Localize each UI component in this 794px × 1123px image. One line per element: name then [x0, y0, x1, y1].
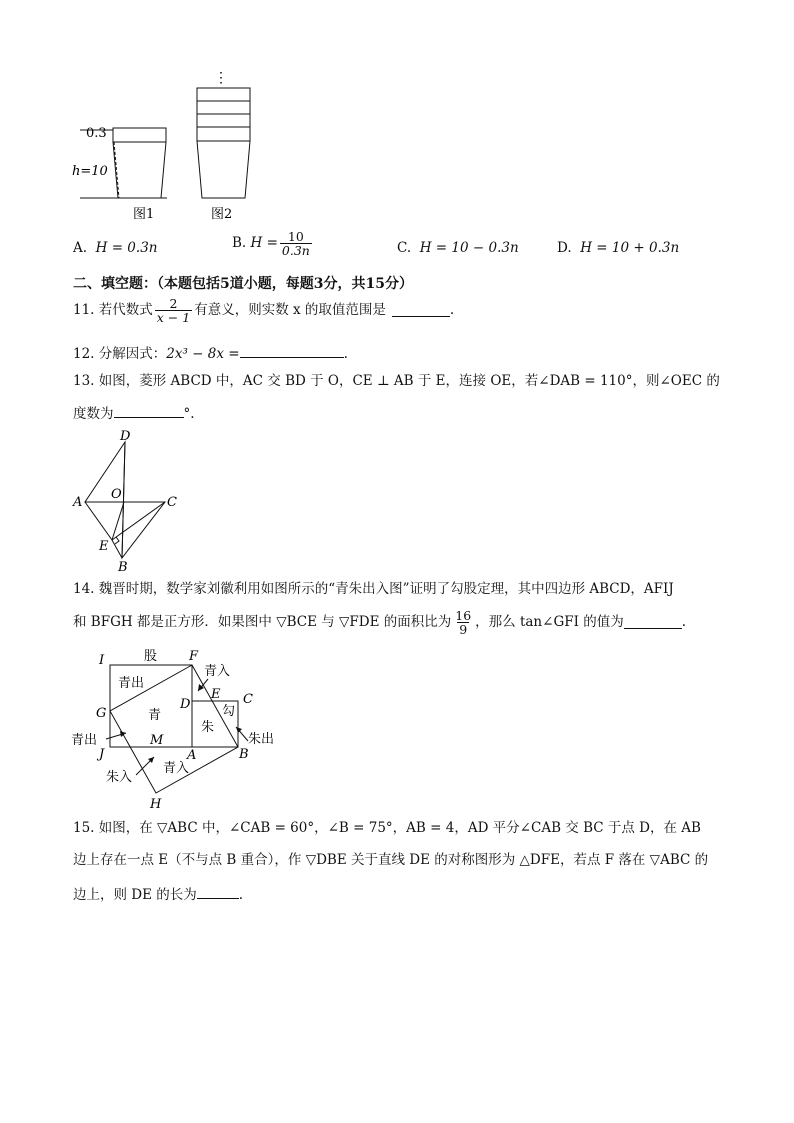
region-gu: 股	[144, 649, 158, 664]
label-c: C	[167, 495, 177, 510]
qingzhu-figure	[66, 645, 286, 815]
label-d: D	[120, 429, 131, 444]
arrow-qingchu-left-head	[120, 731, 126, 737]
label-o: O	[111, 487, 122, 502]
q12-expr: 2x³ − 8x =	[166, 346, 240, 362]
q11-num: 2	[169, 296, 178, 311]
point-h: H	[150, 797, 162, 812]
question-15-line2: 边上存在一点 E（不与点 B 重合），作 ▽DBE 关于直线 DE 的对称图形为 △DFE，若点 F 落在 ▽ABC 的	[73, 852, 709, 868]
fig1-caption: 图1	[133, 207, 155, 222]
fig2-rim-3	[197, 114, 250, 127]
q11-fraction	[155, 297, 192, 324]
option-d-expr: H = 10 + 0.3n	[580, 240, 680, 256]
q14-end: .	[681, 613, 687, 630]
q14-ratio-num: 16	[455, 608, 472, 623]
region-qing: 青	[148, 708, 162, 723]
question-15-line1: 15. 如图，在 ▽ABC 中，∠CAB = 60°，∠B = 75°，AB = 4，AD 平分∠CAB 交 BC 于点 D，在 AB	[73, 820, 701, 836]
fig2-rim-4	[197, 127, 250, 141]
question-14-line1: 14. 魏晋时期，数学家刘徽利用如图所示的“青朱出入图”证明了勾股定理，其中四边形 ABCD，AFIJ	[73, 581, 674, 597]
q11-answer-blank[interactable]	[392, 304, 450, 317]
q11-prefix: 11. 若代数式	[73, 301, 153, 318]
fig1-height-label: h=10	[72, 164, 108, 179]
q13-line2-suffix: °.	[183, 406, 195, 422]
option-b-fraction	[280, 230, 312, 257]
point-d: D	[180, 697, 191, 712]
segment-ce	[112, 502, 165, 540]
region-gou: 勾	[222, 704, 236, 719]
point-m: M	[150, 733, 164, 748]
fig2-rim-1	[197, 88, 250, 101]
fig2-caption: 图2	[211, 207, 233, 222]
cups-figure	[70, 60, 270, 225]
question-15-line3	[73, 886, 243, 903]
question-12	[73, 345, 348, 362]
q12-prefix: 12. 分解因式：	[73, 346, 167, 362]
point-g: G	[96, 706, 107, 721]
diagonal-bd	[122, 442, 125, 558]
fig2-cup-body	[197, 141, 250, 198]
point-c: C	[243, 692, 253, 707]
q15-answer-blank[interactable]	[197, 886, 239, 899]
question-13-line2	[73, 405, 195, 422]
point-b: B	[239, 747, 249, 762]
label-b: B	[118, 560, 128, 573]
q12-answer-blank[interactable]	[240, 345, 344, 358]
right-angle-mark	[115, 537, 119, 544]
region-zhu: 朱	[201, 720, 215, 735]
option-b-letter: B.	[232, 234, 247, 251]
q14-ratio-fraction	[453, 609, 473, 636]
question-14-line2	[73, 609, 686, 636]
region-qingru-bottom: 青入	[163, 761, 190, 776]
fig1-cup-body	[113, 142, 166, 198]
option-b-num: 10	[287, 229, 304, 244]
region-zhuru: 朱入	[106, 770, 133, 785]
point-i: I	[99, 653, 105, 668]
option-a	[73, 242, 157, 256]
fig1-rim-label: 0.3	[86, 126, 107, 141]
option-b-lhs: H =	[250, 234, 278, 251]
point-j: J	[99, 747, 105, 762]
q15-end: .	[238, 887, 244, 903]
option-d-letter: D.	[557, 240, 572, 256]
q12-end: .	[343, 346, 348, 362]
fig1-cup-rim	[113, 128, 166, 142]
option-a-expr: H = 0.3n	[95, 240, 158, 256]
q14-line2-suffix: ，那么 tan∠GFI 的值为	[475, 613, 624, 630]
fig1-height-dash	[114, 142, 119, 198]
rhombus-figure	[70, 428, 185, 573]
cups-dots: ⋮	[214, 70, 228, 86]
region-qingchu-top: 青出	[118, 676, 145, 691]
section-heading: 二、填空题：（本题包括5道小题，每题3分，共15分）	[73, 276, 413, 292]
q11-suffix: 有意义，则实数 x 的取值范围是	[194, 301, 386, 318]
option-c-expr: H = 10 − 0.3n	[419, 240, 519, 256]
q14-ratio-den: 9	[459, 622, 468, 637]
option-d	[557, 242, 679, 256]
label-a: A	[73, 495, 83, 510]
option-c	[397, 242, 519, 256]
option-b	[232, 230, 314, 257]
fig2-rim-2	[197, 101, 250, 114]
q14-answer-blank[interactable]	[624, 616, 682, 629]
point-e: E	[211, 687, 221, 702]
label-e: E	[99, 539, 109, 554]
q13-line2-prefix: 度数为	[73, 406, 114, 422]
region-qingchu-left: 青出	[71, 733, 98, 748]
option-c-letter: C.	[397, 240, 412, 256]
q11-den: x − 1	[156, 310, 191, 325]
arrow-zhuchu-head	[236, 727, 242, 733]
option-a-letter: A.	[73, 240, 88, 256]
point-a: A	[187, 748, 197, 763]
question-13-line1: 13. 如图，菱形 ABCD 中，AC 交 BD 于 O，CE ⊥ AB 于 E，连接 OE，若∠DAB = 110°，则∠OEC 的	[73, 373, 720, 389]
q15-line3-prefix: 边上，则 DE 的长为	[73, 887, 197, 903]
q11-end: .	[449, 301, 455, 318]
q14-line2-prefix: 和 BFGH 都是正方形．如果图中 ▽BCE 与 ▽FDE 的面积比为	[73, 613, 452, 630]
point-f: F	[189, 649, 199, 664]
region-zhuchu: 朱出	[248, 732, 275, 747]
q13-answer-blank[interactable]	[114, 405, 184, 418]
region-qingru-top: 青入	[204, 664, 231, 679]
option-b-den: 0.3n	[281, 243, 310, 258]
question-11	[73, 297, 454, 324]
